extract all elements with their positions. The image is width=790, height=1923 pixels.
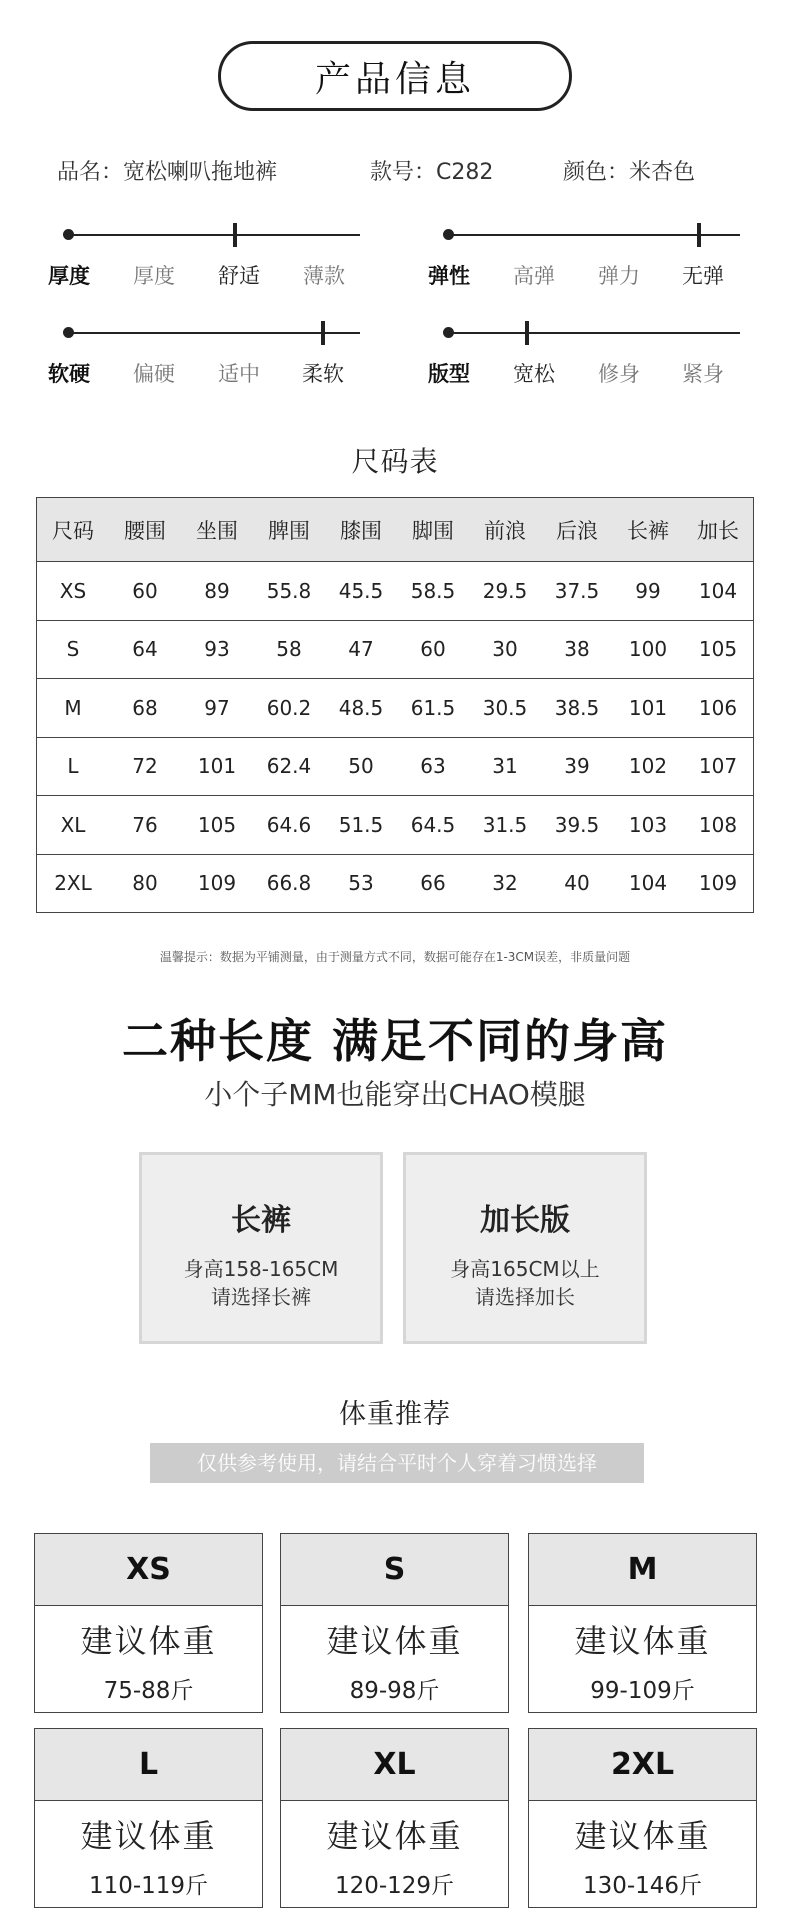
- length-option-advice: 请选择长裤: [211, 1285, 311, 1309]
- table-cell: 105: [698, 637, 738, 662]
- table-cell: 40: [564, 871, 590, 896]
- scale-start-dot: [443, 327, 454, 338]
- scale-start-dot: [63, 229, 74, 240]
- table-header-cell: 加长: [697, 518, 739, 543]
- table-cell: 101: [197, 754, 237, 779]
- table-cell: 72: [132, 754, 158, 779]
- scale-marker: [233, 223, 237, 247]
- table-cell: 58.5: [410, 578, 456, 603]
- weight-card-label: 建议体重: [326, 1622, 463, 1660]
- table-row: [37, 561, 753, 620]
- table-cell: 66.8: [266, 871, 312, 896]
- table-row: [37, 737, 753, 796]
- table-cell: S: [66, 637, 80, 662]
- table-cell: 101: [628, 695, 668, 720]
- weight-card-size: L: [35, 1729, 262, 1801]
- table-cell: 37.5: [554, 578, 600, 603]
- table-cell: 62.4: [266, 754, 312, 779]
- weight-card-size: M: [529, 1534, 756, 1606]
- table-header-row: [37, 498, 753, 561]
- weight-card-label: 建议体重: [80, 1817, 217, 1855]
- length-option-name: 加长版: [480, 1203, 570, 1238]
- scale-name: 软硬: [48, 362, 90, 386]
- table-cell: 76: [132, 812, 158, 837]
- table-cell: 55.8: [266, 578, 312, 603]
- table-cell: 97: [204, 695, 230, 720]
- table-cell: XL: [60, 812, 86, 837]
- table-row: [37, 795, 753, 854]
- weight-card-range: 99-109斤: [590, 1678, 695, 1704]
- table-cell: 31.5: [482, 812, 528, 837]
- scale-marker: [525, 321, 529, 345]
- table-cell: XS: [59, 578, 87, 603]
- length-title: 二种长度 满足不同的身高: [121, 1014, 668, 1068]
- table-cell: M: [64, 695, 82, 720]
- size-table: [36, 497, 754, 913]
- table-cell: 39.5: [554, 812, 600, 837]
- scale-option-selected: 柔软: [302, 362, 344, 386]
- weight-card-label: 建议体重: [326, 1817, 463, 1855]
- table-cell: 39: [564, 754, 590, 779]
- table-cell: 45.5: [338, 578, 384, 603]
- weight-card-label: 建议体重: [574, 1817, 711, 1855]
- table-cell: L: [67, 754, 79, 779]
- scale-line: [450, 332, 740, 334]
- table-cell: 102: [628, 754, 668, 779]
- table-header-cell: 尺码: [52, 518, 94, 543]
- table-cell: 64.6: [266, 812, 312, 837]
- weight-card-size: XL: [281, 1729, 508, 1801]
- length-option-height: 身高158-165CM: [183, 1257, 339, 1281]
- length-option-advice: 请选择加长: [475, 1285, 575, 1309]
- weight-card-size: XS: [35, 1534, 262, 1606]
- scale-option: 薄款: [303, 264, 345, 288]
- table-cell: 2XL: [54, 871, 92, 896]
- table-cell: 60.2: [266, 695, 312, 720]
- table-cell: 60: [132, 578, 158, 603]
- weight-card-range: 89-98斤: [349, 1678, 440, 1704]
- scale-option-selected: 宽松: [513, 362, 555, 386]
- table-cell: 109: [698, 871, 738, 896]
- product-color: 颜色：米杏色: [563, 160, 696, 185]
- measurement-note: 温馨提示：数据为平铺测量，由于测量方式不同，数据可能存在1-3CM误差，非质量问题: [159, 950, 631, 964]
- table-cell: 38.5: [554, 695, 600, 720]
- table-cell: 108: [698, 812, 738, 837]
- table-cell: 47: [348, 637, 374, 662]
- weight-title: 体重推荐: [339, 1399, 451, 1430]
- table-cell: 53: [348, 871, 374, 896]
- weight-card-m: [528, 1533, 757, 1713]
- scale-option: 紧身: [682, 362, 724, 386]
- table-cell: 63: [420, 754, 446, 779]
- table-row: [37, 678, 753, 737]
- table-cell: 104: [698, 578, 738, 603]
- scale-option-selected: 无弹: [682, 264, 724, 288]
- size-chart-title: 尺码表: [351, 445, 439, 478]
- table-cell: 68: [132, 695, 158, 720]
- length-subtitle: 小个子MM也能穿出CHAO模腿: [204, 1078, 586, 1111]
- table-cell: 107: [698, 754, 738, 779]
- table-cell: 99: [635, 578, 661, 603]
- length-option-height: 身高165CM以上: [450, 1257, 600, 1281]
- table-header-cell: 腰围: [124, 518, 166, 543]
- table-cell: 93: [204, 637, 230, 662]
- weight-card-range: 120-129斤: [334, 1873, 455, 1899]
- table-cell: 58: [276, 637, 302, 662]
- table-cell: 103: [628, 812, 668, 837]
- weight-card-l: [34, 1728, 263, 1908]
- weight-card-label: 建议体重: [574, 1622, 711, 1660]
- scale-option: 适中: [218, 362, 260, 386]
- weight-card-xl: [280, 1728, 509, 1908]
- table-cell: 66: [420, 871, 446, 896]
- length-option-name: 长裤: [231, 1203, 291, 1238]
- weight-card-label: 建议体重: [80, 1622, 217, 1660]
- table-header-cell: 脾围: [268, 518, 310, 543]
- table-header-cell: 坐围: [196, 518, 238, 543]
- table-header-cell: 后浪: [556, 518, 598, 543]
- table-cell: 106: [698, 695, 738, 720]
- table-header-cell: 长裤: [627, 518, 669, 543]
- table-header-cell: 前浪: [484, 518, 526, 543]
- weight-note-banner: 仅供参考使用，请结合平时个人穿着习惯选择: [150, 1443, 644, 1483]
- table-cell: 50: [348, 754, 374, 779]
- scale-option: 厚度: [133, 264, 175, 288]
- scale-marker: [321, 321, 325, 345]
- length-option-regular: [139, 1152, 383, 1344]
- table-cell: 30: [492, 637, 518, 662]
- scale-option-selected: 舒适: [218, 264, 260, 288]
- table-cell: 48.5: [338, 695, 384, 720]
- scale-start-dot: [63, 327, 74, 338]
- table-cell: 38: [564, 637, 590, 662]
- weight-card-2xl: [528, 1728, 757, 1908]
- scale-start-dot: [443, 229, 454, 240]
- scale-name: 版型: [428, 362, 470, 386]
- weight-card-size: S: [281, 1534, 508, 1606]
- product-code: 款号：C282: [370, 160, 494, 185]
- table-cell: 29.5: [482, 578, 528, 603]
- table-cell: 31: [492, 754, 518, 779]
- weight-card-range: 110-119斤: [88, 1873, 209, 1899]
- table-cell: 89: [204, 578, 230, 603]
- weight-card-s: [280, 1533, 509, 1713]
- table-cell: 100: [628, 637, 668, 662]
- table-header-cell: 脚围: [412, 518, 454, 543]
- weight-card-size: 2XL: [529, 1729, 756, 1801]
- product-name: 品名：宽松喇叭拖地裤: [57, 160, 278, 185]
- table-row: [37, 854, 753, 913]
- table-cell: 60: [420, 637, 446, 662]
- length-option-long: [403, 1152, 647, 1344]
- table-cell: 64.5: [410, 812, 456, 837]
- table-cell: 32: [492, 871, 518, 896]
- scale-name: 厚度: [48, 264, 90, 288]
- table-cell: 105: [197, 812, 237, 837]
- table-cell: 51.5: [338, 812, 384, 837]
- scale-option: 修身: [598, 362, 640, 386]
- scale-fit: [428, 318, 738, 388]
- weight-card-range: 130-146斤: [582, 1873, 703, 1899]
- scale-marker: [697, 223, 701, 247]
- scale-line: [70, 234, 360, 236]
- weight-card-range: 75-88斤: [103, 1678, 194, 1704]
- scale-option: 偏硬: [133, 362, 175, 386]
- table-row: [37, 620, 753, 679]
- table-cell: 30.5: [482, 695, 528, 720]
- scale-thickness: [48, 220, 358, 290]
- table-cell: 64: [132, 637, 158, 662]
- scale-line: [70, 332, 360, 334]
- scale-name: 弹性: [428, 264, 470, 288]
- scale-elasticity: [428, 220, 738, 290]
- scale-option: 弹力: [598, 264, 640, 288]
- product-info-title: 产品信息: [218, 41, 572, 111]
- table-cell: 61.5: [410, 695, 456, 720]
- weight-card-xs: [34, 1533, 263, 1713]
- table-cell: 80: [132, 871, 158, 896]
- table-cell: 109: [197, 871, 237, 896]
- table-header-cell: 膝围: [340, 518, 382, 543]
- scale-option: 高弹: [513, 264, 555, 288]
- scale-softness: [48, 318, 358, 388]
- table-cell: 104: [628, 871, 668, 896]
